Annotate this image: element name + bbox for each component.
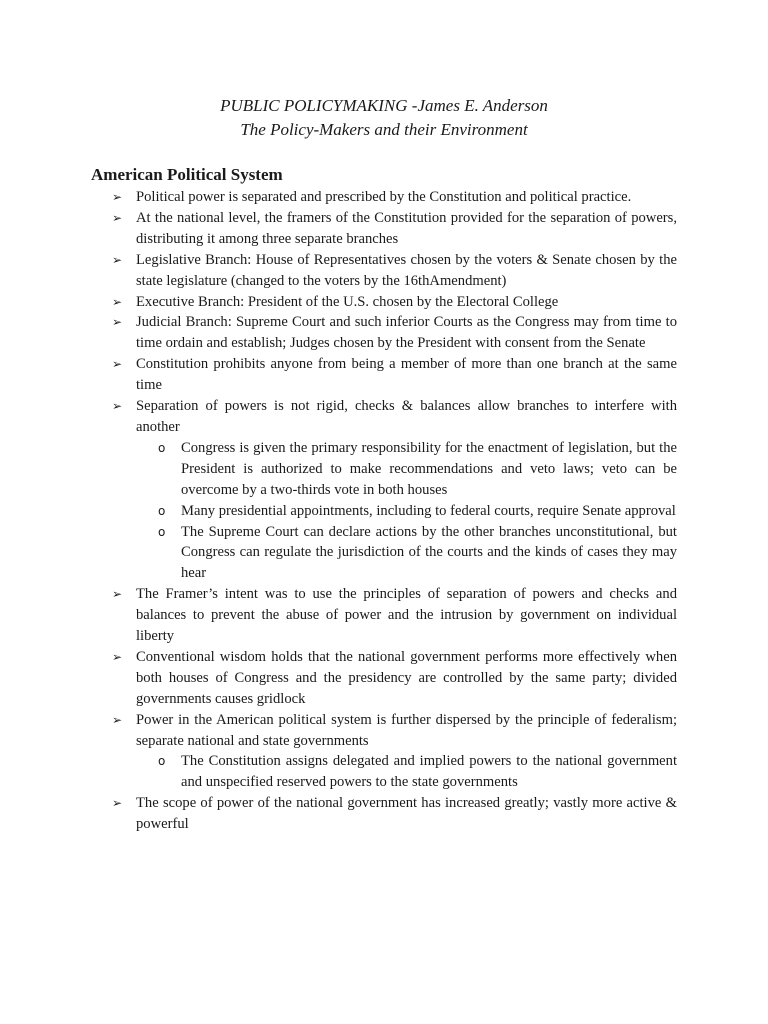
list-item-text: Political power is separated and prescribed by the Constitution and political practice. — [136, 189, 632, 205]
list-item-text: The scope of power of the national government has increased greatly; vastly more active & powerful — [136, 795, 677, 833]
list-item — [112, 647, 677, 710]
list-item-text: Legislative Branch: House of Representatives chosen by the voters & Senate chosen by the state legislature (changed to the voters by the 16thAmendment) — [136, 251, 677, 289]
list-item — [112, 710, 677, 794]
list-item-text: Constitution prohibits anyone from being a member of more than one branch at the same time — [136, 356, 677, 394]
bullet-list — [0, 187, 768, 835]
list-item — [112, 208, 677, 250]
arrow-bullet-icon: ➢ — [112, 190, 123, 204]
sub-list-item-text: Many presidential appointments, including to federal courts, require Senate approval — [181, 502, 676, 519]
list-item — [112, 187, 677, 208]
sub-list-item — [158, 501, 677, 522]
arrow-bullet-icon: ➢ — [112, 294, 123, 309]
arrow-bullet-icon: ➢ — [112, 712, 123, 727]
circle-bullet-icon: o — [158, 524, 166, 539]
list-item-text: Separation of powers is not rigid, checks & balances allow branches to interfere with another — [136, 398, 677, 435]
sub-list-item — [158, 438, 677, 501]
sub-list-item — [158, 751, 677, 793]
sub-list-item-text: Congress is given the primary responsibility for the enactment of legislation, but the President is authorized to make recommendations and veto laws; veto can be overcome by a two-thirds vote in both houses — [181, 439, 677, 498]
document-title: PUBLIC POLICYMAKING -James E. Anderson — [220, 96, 548, 115]
arrow-bullet-icon: ➢ — [112, 587, 123, 602]
sub-list-item — [158, 522, 677, 585]
list-item — [112, 312, 677, 354]
arrow-bullet-icon: ➢ — [112, 210, 123, 225]
section-heading: American Political System — [91, 165, 283, 184]
list-item — [112, 396, 677, 584]
list-item — [112, 292, 677, 313]
sub-list — [136, 438, 677, 584]
document-title-block — [0, 94, 768, 142]
list-item — [112, 584, 677, 647]
list-item-text: The Framer’s intent was to use the principles of separation of powers and checks and balances to prevent the abuse of power and the intrusion by government on individual liberty — [136, 586, 677, 645]
arrow-bullet-icon: ➢ — [112, 649, 123, 664]
list-item-text: Power in the American political system is further dispersed by the principle of federalism; separate national and state governments — [136, 711, 677, 749]
list-item-text: At the national level, the framers of the Constitution provided for the separation of powers, distributing it among three separate branches — [136, 209, 677, 247]
arrow-bullet-icon: ➢ — [112, 252, 123, 267]
list-item-text: Executive Branch: President of the U.S. chosen by the Electoral College — [136, 293, 559, 310]
document-subtitle: The Policy-Makers and their Environment — [240, 120, 528, 139]
arrow-bullet-icon: ➢ — [112, 357, 123, 372]
list-item-text: Conventional wisdom holds that the national government performs more effectively when both houses of Congress and the presidency are controlled by the same party; divided governments causes gridlock — [136, 648, 677, 707]
list-item — [112, 354, 677, 396]
circle-bullet-icon: o — [158, 440, 166, 455]
list-item-text: Judicial Branch: Supreme Court and such inferior Courts as the Congress may from time to time ordain and establish; Judges chosen by the President with consent from the Senate — [136, 314, 677, 352]
arrow-bullet-icon: ➢ — [112, 399, 123, 414]
arrow-bullet-icon: ➢ — [112, 796, 123, 811]
sub-list — [136, 751, 677, 793]
sub-list-item-text: The Constitution assigns delegated and implied powers to the national government and unspecified reserved powers to the state governments — [181, 753, 677, 791]
circle-bullet-icon: o — [158, 503, 166, 518]
list-item — [112, 793, 677, 835]
circle-bullet-icon: o — [158, 754, 166, 769]
arrow-bullet-icon: ➢ — [112, 315, 123, 330]
sub-list-item-text: The Supreme Court can declare actions by the other branches unconstitutional, but Congress can regulate the jurisdiction of the courts and the kinds of cases they may hear — [181, 523, 677, 582]
list-item — [112, 250, 677, 292]
